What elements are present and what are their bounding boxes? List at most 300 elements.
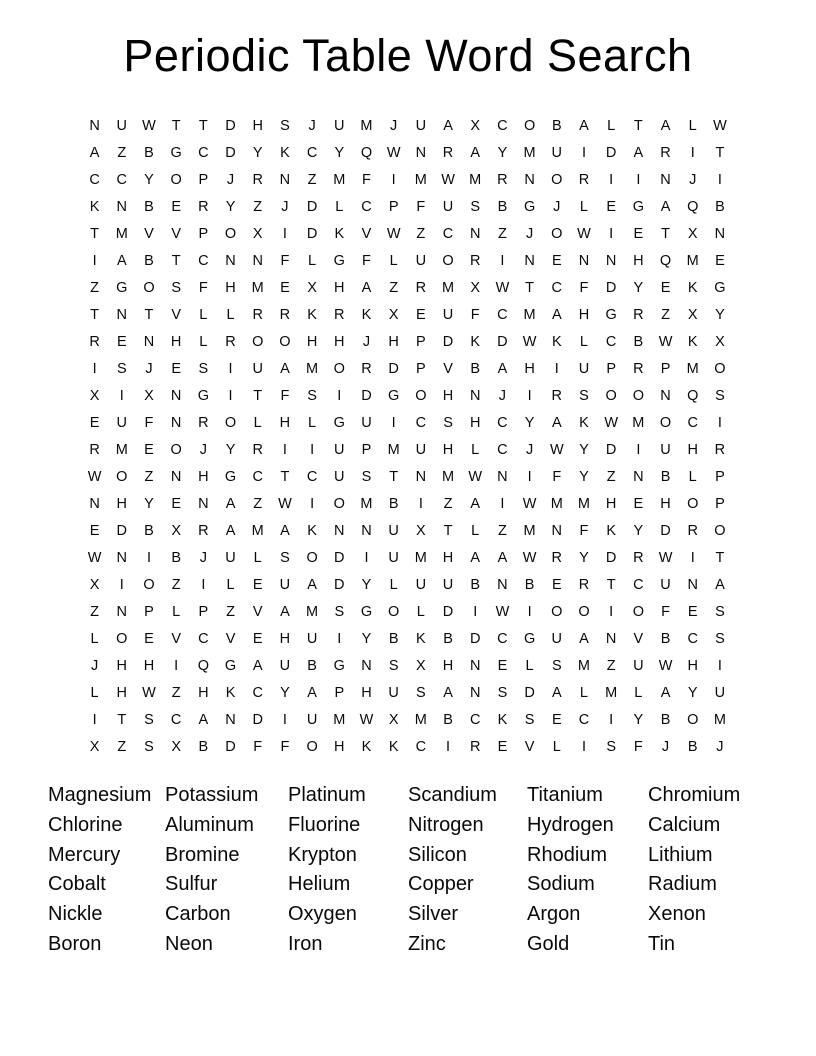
grid-letter: E <box>171 495 181 512</box>
grid-letter: U <box>415 117 427 134</box>
grid-letter: Z <box>90 279 100 296</box>
grid-row <box>81 247 734 274</box>
grid-letter: I <box>310 441 315 458</box>
grid-letter: N <box>497 576 508 593</box>
grid-letter: F <box>198 279 208 296</box>
grid-letter: J <box>199 549 207 566</box>
grid-letter: M <box>414 171 427 188</box>
grid-letter: W <box>142 117 156 134</box>
grid-row <box>81 490 734 517</box>
grid-letter: S <box>116 360 127 377</box>
grid-letter: C <box>497 441 508 458</box>
grid-letter: F <box>280 738 290 755</box>
grid-row <box>81 463 734 490</box>
grid-letter: L <box>688 117 697 134</box>
grid-letter: O <box>333 495 345 512</box>
grid-letter: L <box>552 738 561 755</box>
grid-letter: V <box>361 225 372 242</box>
grid-letter: R <box>687 522 698 539</box>
grid-letter: B <box>660 630 671 647</box>
grid-letter: K <box>388 738 399 755</box>
grid-letter: D <box>334 549 345 566</box>
grid-letter: U <box>225 549 236 566</box>
grid-letter: Z <box>253 198 263 215</box>
grid-letter: Y <box>579 468 589 485</box>
grid-letter: D <box>225 738 236 755</box>
grid-letter: I <box>717 414 722 431</box>
grid-letter: B <box>171 549 181 566</box>
grid-row <box>81 679 734 706</box>
word-item: Argon <box>527 903 581 926</box>
grid-letter: O <box>687 495 699 512</box>
grid-letter: A <box>497 360 508 377</box>
grid-letter: F <box>470 306 480 323</box>
grid-letter: H <box>279 414 291 431</box>
grid-letter: B <box>144 144 154 161</box>
grid-letter: R <box>633 549 644 566</box>
grid-letter: N <box>334 522 345 539</box>
grid-letter: O <box>632 603 644 620</box>
grid-letter: E <box>497 738 508 755</box>
grid-letter: M <box>686 360 699 377</box>
grid-letter: R <box>551 549 563 566</box>
grid-letter: H <box>687 657 698 674</box>
grid-letter: I <box>119 387 124 404</box>
grid-letter: N <box>524 171 535 188</box>
word-list-column <box>648 781 768 960</box>
grid-row <box>81 598 734 625</box>
grid-row <box>81 301 734 328</box>
grid-letter: I <box>609 171 614 188</box>
grid-letter: Z <box>606 468 616 485</box>
grid-letter: A <box>497 549 508 566</box>
grid-letter: E <box>280 279 290 296</box>
grid-letter: C <box>361 198 372 215</box>
grid-letter: L <box>579 333 588 350</box>
grid-letter: N <box>660 387 671 404</box>
grid-letter: V <box>633 630 644 647</box>
grid-letter: M <box>632 414 645 431</box>
grid-letter: N <box>660 171 671 188</box>
grid-letter: H <box>334 333 345 350</box>
grid-letter: S <box>388 657 399 674</box>
grid-letter: C <box>198 630 209 647</box>
grid-letter: C <box>687 630 698 647</box>
grid-letter: R <box>198 414 209 431</box>
grid-letter: N <box>578 252 590 269</box>
word-item: Sulfur <box>165 873 218 896</box>
grid-letter: B <box>144 252 154 269</box>
grid-row <box>81 706 734 733</box>
grid-letter: H <box>442 441 454 458</box>
grid-letter: W <box>495 279 510 296</box>
grid-letter: X <box>388 306 399 323</box>
grid-letter: G <box>714 279 726 296</box>
grid-letter: N <box>415 144 427 161</box>
grid-letter: R <box>442 144 454 161</box>
grid-letter: I <box>609 711 614 728</box>
grid-letter: H <box>334 738 345 755</box>
grid-letter: G <box>605 306 617 323</box>
grid-letter: G <box>333 414 345 431</box>
grid-letter: M <box>387 441 400 458</box>
grid-letter: E <box>252 630 263 647</box>
grid-letter: O <box>388 603 400 620</box>
grid-letter: B <box>470 360 481 377</box>
grid-letter: X <box>307 279 317 296</box>
grid-letter: I <box>527 387 532 404</box>
word-item: Oxygen <box>288 903 357 926</box>
grid-letter: U <box>306 711 318 728</box>
grid-letter: S <box>198 360 209 377</box>
grid-letter: R <box>415 279 427 296</box>
grid-letter: G <box>224 468 237 485</box>
grid-letter: K <box>470 333 481 350</box>
word-item: Helium <box>288 873 351 896</box>
grid-letter: R <box>225 333 236 350</box>
grid-letter: U <box>660 576 671 593</box>
grid-letter: H <box>116 657 128 674</box>
grid-letter: Z <box>661 306 670 323</box>
grid-letter: A <box>715 576 725 593</box>
grid-letter: I <box>282 711 287 728</box>
grid-letter: M <box>360 117 373 134</box>
grid-letter: F <box>362 171 371 188</box>
grid-letter: X <box>171 738 181 755</box>
grid-letter: G <box>116 279 128 296</box>
grid-letter: S <box>715 603 725 620</box>
grid-letter: I <box>174 657 179 674</box>
grid-letter: V <box>171 306 181 323</box>
grid-letter: B <box>388 495 399 512</box>
grid-row <box>81 382 734 409</box>
word-item: Radium <box>648 873 717 896</box>
grid-letter: R <box>252 171 263 188</box>
grid-letter: N <box>170 414 182 431</box>
grid-letter: N <box>89 117 100 134</box>
grid-row <box>81 517 734 544</box>
grid-letter: I <box>690 549 695 566</box>
grid-letter: R <box>578 171 590 188</box>
word-item: Scandium <box>408 784 497 806</box>
grid-letter: I <box>228 387 233 404</box>
grid-letter: P <box>715 468 725 485</box>
grid-letter: B <box>198 738 209 755</box>
grid-letter: A <box>660 198 671 215</box>
grid-letter: L <box>90 684 99 701</box>
grid-letter: P <box>388 198 399 215</box>
grid-letter: D <box>306 198 318 215</box>
grid-letter: O <box>551 603 563 620</box>
grid-letter: T <box>715 549 725 566</box>
grid-letter: G <box>224 657 237 674</box>
word-item: Sodium <box>527 873 595 896</box>
grid-letter: P <box>144 603 154 620</box>
grid-letter: X <box>89 576 100 593</box>
grid-letter: H <box>306 333 318 350</box>
grid-letter: E <box>89 522 100 539</box>
grid-letter: Z <box>90 603 100 620</box>
grid-letter: G <box>523 630 536 647</box>
grid-letter: D <box>252 711 263 728</box>
grid-letter: M <box>550 495 563 512</box>
grid-letter: M <box>414 549 427 566</box>
grid-letter: U <box>116 117 128 134</box>
grid-letter: X <box>416 522 426 539</box>
grid-letter: E <box>252 576 263 593</box>
grid-letter: D <box>361 387 372 404</box>
grid-letter: O <box>224 225 237 242</box>
grid-letter: G <box>197 387 209 404</box>
grid-letter: E <box>551 252 562 269</box>
grid-letter: O <box>306 549 318 566</box>
grid-letter: B <box>633 333 644 350</box>
grid-letter: L <box>253 414 262 431</box>
grid-letter: I <box>282 225 287 242</box>
grid-letter: B <box>144 522 154 539</box>
grid-letter: B <box>443 711 453 728</box>
grid-letter: W <box>386 144 401 161</box>
grid-letter: U <box>551 144 563 161</box>
grid-letter: C <box>306 144 318 161</box>
grid-letter: H <box>170 333 182 350</box>
grid-letter: Y <box>280 684 290 701</box>
grid-letter: F <box>552 468 562 485</box>
grid-letter: I <box>717 171 722 188</box>
grid-letter: T <box>661 225 670 242</box>
grid-letter: N <box>605 252 617 269</box>
grid-letter: M <box>523 522 536 539</box>
grid-letter: R <box>252 306 263 323</box>
grid-letter: X <box>687 225 698 242</box>
grid-letter: W <box>604 414 618 431</box>
grid-letter: S <box>715 630 725 647</box>
grid-letter: U <box>334 468 345 485</box>
grid-letter: J <box>661 738 670 755</box>
grid-letter: Y <box>225 441 236 458</box>
grid-letter: B <box>470 576 481 593</box>
grid-letter: A <box>307 684 317 701</box>
grid-letter: M <box>441 279 455 296</box>
grid-letter: N <box>170 468 182 485</box>
grid-row <box>81 328 734 355</box>
grid-letter: G <box>333 252 345 269</box>
grid-letter: H <box>279 630 291 647</box>
grid-row <box>81 409 734 436</box>
grid-row <box>81 166 734 193</box>
grid-letter: V <box>144 225 154 242</box>
grid-letter: C <box>605 333 617 350</box>
grid-letter: D <box>442 333 454 350</box>
grid-letter: O <box>224 414 237 431</box>
grid-letter: Z <box>389 279 399 296</box>
grid-letter: H <box>605 495 617 512</box>
grid-row <box>81 625 734 652</box>
grid-letter: A <box>361 279 372 296</box>
grid-letter: I <box>119 576 124 593</box>
grid-letter: O <box>116 630 128 647</box>
grid-letter: A <box>280 522 290 539</box>
grid-letter: I <box>500 252 505 269</box>
grid-letter: W <box>87 549 102 566</box>
word-item: Silver <box>408 903 459 926</box>
grid-row <box>81 193 734 220</box>
grid-letter: Y <box>252 144 263 161</box>
grid-letter: N <box>252 252 263 269</box>
grid-letter: A <box>307 576 317 593</box>
grid-letter: U <box>660 441 671 458</box>
grid-letter: T <box>606 576 616 593</box>
grid-letter: M <box>523 144 536 161</box>
grid-letter: D <box>334 576 345 593</box>
grid-letter: U <box>388 522 399 539</box>
grid-letter: N <box>714 225 726 242</box>
grid-letter: I <box>391 171 396 188</box>
grid-letter: M <box>251 522 264 539</box>
grid-letter: H <box>116 495 128 512</box>
grid-letter: V <box>171 225 181 242</box>
word-item: Fluorine <box>288 813 361 836</box>
grid-letter: Z <box>171 684 181 701</box>
grid-letter: E <box>89 414 100 431</box>
word-item: Lithium <box>648 843 713 866</box>
grid-letter: D <box>225 117 236 134</box>
grid-letter: K <box>334 225 345 242</box>
grid-letter: N <box>524 252 535 269</box>
grid-letter: I <box>92 252 97 269</box>
grid-letter: D <box>605 549 617 566</box>
grid-letter: L <box>471 522 480 539</box>
grid-letter: I <box>581 738 586 755</box>
grid-letter: J <box>199 441 207 458</box>
grid-letter: L <box>172 603 181 620</box>
grid-letter: L <box>634 684 643 701</box>
word-item: Mercury <box>48 843 121 866</box>
grid-letter: R <box>660 144 671 161</box>
grid-letter: B <box>687 738 698 755</box>
grid-letter: N <box>361 522 372 539</box>
grid-letter: M <box>414 711 427 728</box>
grid-letter: S <box>361 468 372 485</box>
grid-letter: L <box>199 333 208 350</box>
word-item: Rhodium <box>527 843 608 866</box>
grid-letter: P <box>198 171 209 188</box>
grid-letter: W <box>359 711 374 728</box>
grid-letter: J <box>226 171 235 188</box>
grid-letter: X <box>687 306 698 323</box>
grid-letter: I <box>391 414 396 431</box>
grid-letter: Q <box>687 198 699 215</box>
grid-letter: A <box>443 117 453 134</box>
grid-letter: N <box>469 387 481 404</box>
grid-letter: W <box>658 549 673 566</box>
word-item: Tin <box>648 932 676 955</box>
grid-letter: T <box>171 252 181 269</box>
grid-letter: Y <box>144 171 154 188</box>
grid-letter: V <box>524 738 535 755</box>
grid-letter: X <box>89 738 100 755</box>
grid-letter: I <box>364 549 369 566</box>
grid-letter: Z <box>117 738 127 755</box>
grid-row <box>81 112 734 139</box>
grid-letter: L <box>389 576 398 593</box>
grid-letter: O <box>687 711 699 728</box>
grid-letter: R <box>469 252 481 269</box>
grid-letter: N <box>89 495 100 512</box>
grid-letter: K <box>280 144 290 161</box>
grid-letter: H <box>198 468 209 485</box>
grid-letter: B <box>443 630 453 647</box>
grid-letter: A <box>470 549 481 566</box>
grid-letter: M <box>251 279 264 296</box>
grid-letter: U <box>578 360 590 377</box>
grid-letter: E <box>497 657 508 674</box>
grid-letter: D <box>605 144 617 161</box>
grid-letter: A <box>551 684 562 701</box>
grid-letter: C <box>116 171 128 188</box>
word-list-column <box>165 781 288 960</box>
grid-letter: W <box>87 468 102 485</box>
grid-letter: Q <box>659 252 672 269</box>
grid-letter: W <box>522 549 537 566</box>
grid-letter: O <box>442 252 454 269</box>
grid-letter: U <box>442 576 454 593</box>
grid-letter: I <box>527 603 532 620</box>
grid-letter: A <box>280 360 290 377</box>
grid-letter: W <box>142 684 156 701</box>
grid-letter: U <box>116 414 128 431</box>
grid-letter: U <box>442 306 454 323</box>
grid-letter: U <box>279 657 291 674</box>
grid-letter: F <box>144 414 154 431</box>
word-item: Bromine <box>165 843 240 866</box>
grid-letter: Z <box>307 171 317 188</box>
grid-letter: B <box>551 117 562 134</box>
word-item: Gold <box>527 932 570 955</box>
word-item: Magnesium <box>48 784 152 806</box>
grid-letter: I <box>609 603 614 620</box>
grid-letter: S <box>280 549 290 566</box>
grid-row <box>81 544 734 571</box>
grid-letter: O <box>605 387 617 404</box>
grid-letter: W <box>577 225 591 242</box>
grid-letter: M <box>115 441 128 458</box>
grid-letter: I <box>92 711 97 728</box>
grid-letter: C <box>687 414 698 431</box>
grid-letter: F <box>280 252 290 269</box>
grid-letter: J <box>90 657 99 674</box>
grid-letter: K <box>416 630 426 647</box>
word-item: Neon <box>165 932 213 955</box>
grid-letter: L <box>226 306 235 323</box>
grid-letter: H <box>225 279 236 296</box>
grid-letter: H <box>143 657 155 674</box>
grid-letter: H <box>388 333 399 350</box>
grid-letter: Y <box>633 711 644 728</box>
grid-letter: Y <box>524 414 535 431</box>
grid-letter: C <box>89 171 100 188</box>
grid-letter: C <box>497 630 508 647</box>
grid-letter: V <box>225 630 236 647</box>
grid-letter: A <box>579 630 589 647</box>
grid-letter: P <box>715 495 725 512</box>
grid-letter: I <box>310 495 315 512</box>
grid-letter: Z <box>253 495 263 512</box>
grid-letter: E <box>416 306 426 323</box>
grid-letter: G <box>360 603 373 620</box>
grid-letter: J <box>362 333 371 350</box>
grid-letter: H <box>252 117 263 134</box>
